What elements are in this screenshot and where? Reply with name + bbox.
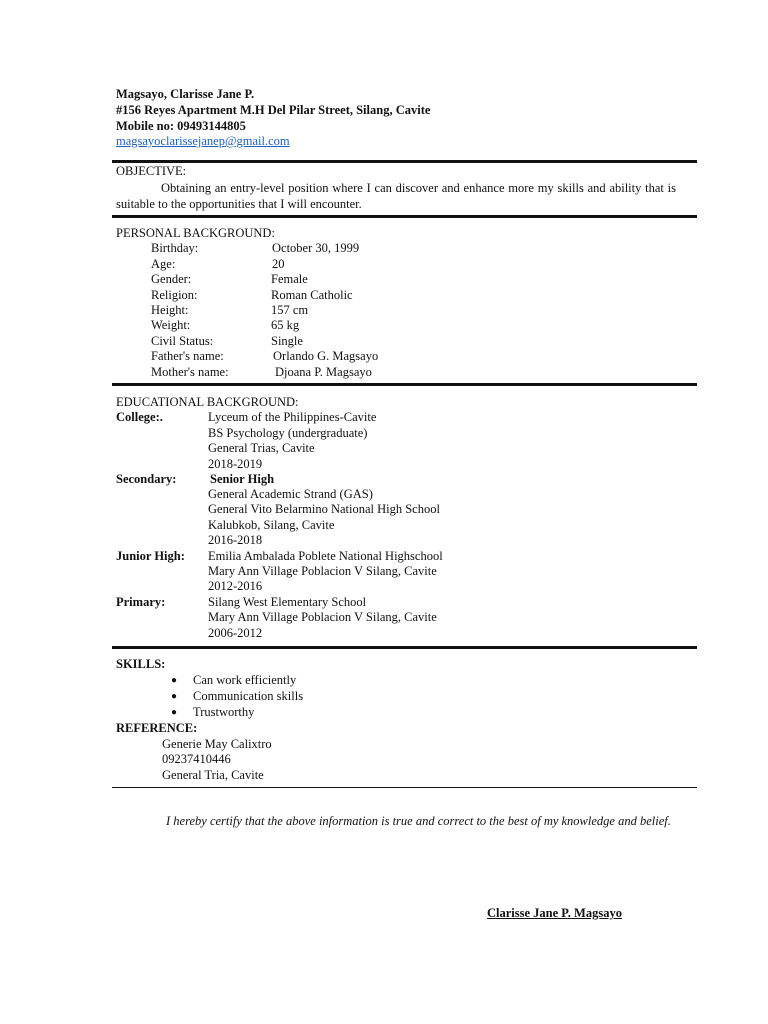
bullet-icon: ●	[171, 691, 178, 702]
education-heading: EDUCATIONAL BACKGROUND:	[116, 395, 299, 409]
personal-value: 157 cm	[271, 303, 309, 317]
objective-text: Obtaining an entry-level position where I can discover and enhance more my skills and ability that is suitable to the opportunities that I will encounter.	[116, 181, 676, 211]
section-divider	[112, 215, 697, 218]
college-line: BS Psychology (undergraduate)	[208, 426, 368, 440]
junior-line: Mary Ann Village Poblacion V Silang, Cavite	[208, 564, 437, 578]
objective-heading: OBJECTIVE:	[116, 164, 187, 178]
reference-line: General Tria, Cavite	[162, 768, 264, 782]
signature-name: Clarisse Jane P. Magsayo	[487, 906, 622, 920]
bullet-icon: ●	[171, 675, 178, 686]
secondary-line: General Academic Strand (GAS)	[208, 487, 373, 501]
personal-value: 20	[272, 257, 285, 271]
personal-label: Height:	[151, 303, 189, 317]
secondary-line: Kalubkob, Silang, Cavite	[208, 518, 335, 532]
personal-value: Female	[271, 272, 308, 286]
applicant-name: Magsayo, Clarisse Jane P.	[116, 87, 255, 101]
applicant-mobile: Mobile no: 09493144805	[116, 119, 246, 133]
section-divider	[112, 160, 697, 163]
secondary-line: 2016-2018	[208, 533, 263, 547]
reference-line: Generie May Calixtro	[162, 737, 272, 751]
section-divider	[112, 787, 697, 788]
personal-label: Religion:	[151, 288, 198, 302]
personal-value: Single	[271, 334, 303, 348]
personal-label: Birthday:	[151, 241, 199, 255]
skill-item: Trustworthy	[193, 705, 255, 719]
secondary-label: Secondary:	[116, 472, 177, 486]
primary-label: Primary:	[116, 595, 166, 609]
personal-label: Civil Status:	[151, 334, 214, 348]
personal-value: October 30, 1999	[272, 241, 360, 255]
personal-value: 65 kg	[271, 318, 300, 332]
skill-item: Can work efficiently	[193, 673, 297, 687]
skill-item: Communication skills	[193, 689, 304, 703]
secondary-line: General Vito Belarmino National High School	[208, 502, 440, 516]
primary-line: 2006-2012	[208, 626, 263, 640]
personal-value: Djoana P. Magsayo	[275, 365, 372, 379]
primary-line: Silang West Elementary School	[208, 595, 367, 609]
personal-heading: PERSONAL BACKGROUND:	[116, 226, 275, 240]
personal-label: Gender:	[151, 272, 192, 286]
reference-heading: REFERENCE:	[116, 721, 198, 735]
college-line: Lyceum of the Philippines-Cavite	[208, 410, 377, 424]
personal-label: Weight:	[151, 318, 191, 332]
college-label: College:.	[116, 410, 163, 424]
personal-value: Roman Catholic	[271, 288, 353, 302]
personal-value: Orlando G. Magsayo	[273, 349, 379, 363]
applicant-email-link[interactable]: magsayoclarissejanep@gmail.com	[116, 134, 290, 148]
section-divider	[112, 383, 697, 386]
primary-line: Mary Ann Village Poblacion V Silang, Cavite	[208, 610, 437, 624]
skills-heading: SKILLS:	[116, 657, 166, 671]
junior-line: Emilia Ambalada Poblete National Highschool	[208, 549, 443, 563]
personal-label: Mother's name:	[151, 365, 229, 379]
bullet-icon: ●	[171, 707, 178, 718]
personal-label: Father's name:	[151, 349, 224, 363]
college-line: General Trias, Cavite	[208, 441, 315, 455]
secondary-title: Senior High	[210, 472, 275, 486]
certification-text: I hereby certify that the above information is true and correct to the best of my knowledge and belief.	[166, 814, 671, 828]
college-line: 2018-2019	[208, 457, 263, 471]
junior-line: 2012-2016	[208, 579, 263, 593]
personal-label: Age:	[151, 257, 176, 271]
applicant-address: #156 Reyes Apartment M.H Del Pilar Street, Silang, Cavite	[116, 103, 431, 117]
junior-label: Junior High:	[116, 549, 185, 563]
section-divider	[112, 646, 697, 649]
reference-line: 09237410446	[162, 752, 231, 766]
